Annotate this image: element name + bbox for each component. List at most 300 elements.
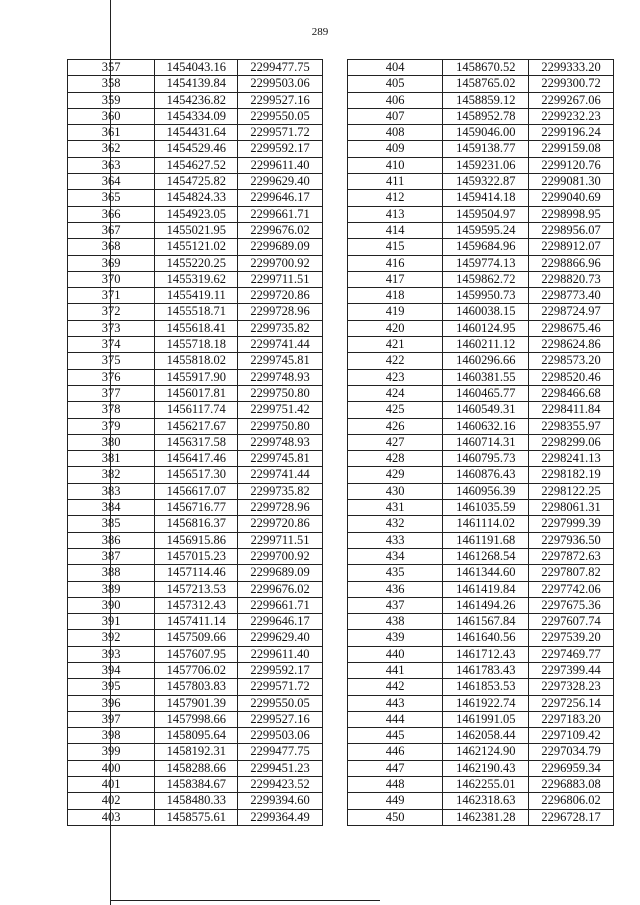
table-row	[68, 662, 323, 678]
table-row	[348, 255, 614, 271]
x-coordinate-cell: 1459862.72	[443, 271, 529, 287]
table-row	[68, 418, 323, 434]
table-row	[68, 646, 323, 662]
x-coordinate-cell: 1461640.56	[443, 630, 529, 646]
x-coordinate-cell: 1459414.18	[443, 190, 529, 206]
table-row	[68, 255, 323, 271]
point-number-cell: 392	[68, 630, 155, 646]
x-coordinate-cell: 1457114.46	[155, 565, 238, 581]
x-coordinate-cell: 1461783.43	[443, 662, 529, 678]
point-number-cell: 386	[68, 532, 155, 548]
y-coordinate-cell: 2297109.42	[529, 728, 614, 744]
y-coordinate-cell: 2299728.96	[238, 500, 323, 516]
y-coordinate-cell: 2299745.81	[238, 451, 323, 467]
point-number-cell: 438	[348, 614, 443, 630]
x-coordinate-cell: 1458384.67	[155, 777, 238, 793]
point-number-cell: 437	[348, 597, 443, 613]
point-number-cell: 405	[348, 76, 443, 92]
table-row	[68, 695, 323, 711]
y-coordinate-cell: 2299571.72	[238, 125, 323, 141]
table-row	[68, 744, 323, 760]
point-number-cell: 407	[348, 108, 443, 124]
x-coordinate-cell: 1460549.31	[443, 402, 529, 418]
y-coordinate-cell: 2299720.86	[238, 288, 323, 304]
table-row	[348, 695, 614, 711]
table-row	[68, 809, 323, 825]
table-row	[68, 483, 323, 499]
table-row	[348, 516, 614, 532]
y-coordinate-cell: 2298573.20	[529, 353, 614, 369]
point-number-cell: 363	[68, 157, 155, 173]
x-coordinate-cell: 1457607.95	[155, 646, 238, 662]
point-number-cell: 448	[348, 777, 443, 793]
x-coordinate-cell: 1454431.64	[155, 125, 238, 141]
table-row	[348, 614, 614, 630]
y-coordinate-cell: 2299364.49	[238, 809, 323, 825]
point-number-cell: 370	[68, 271, 155, 287]
y-coordinate-cell: 2299333.20	[529, 60, 614, 76]
table-row	[348, 646, 614, 662]
table-row	[68, 76, 323, 92]
table-row	[68, 385, 323, 401]
x-coordinate-cell: 1456816.37	[155, 516, 238, 532]
point-number-cell: 362	[68, 141, 155, 157]
point-number-cell: 378	[68, 402, 155, 418]
point-number-cell: 376	[68, 369, 155, 385]
point-number-cell: 389	[68, 581, 155, 597]
y-coordinate-cell: 2299661.71	[238, 206, 323, 222]
y-coordinate-cell: 2299741.44	[238, 467, 323, 483]
x-coordinate-cell: 1454043.16	[155, 60, 238, 76]
point-number-cell: 375	[68, 353, 155, 369]
point-number-cell: 445	[348, 728, 443, 744]
x-coordinate-cell: 1454627.52	[155, 157, 238, 173]
y-coordinate-cell: 2297183.20	[529, 711, 614, 727]
point-number-cell: 406	[348, 92, 443, 108]
table-row	[348, 434, 614, 450]
y-coordinate-cell: 2299748.93	[238, 434, 323, 450]
point-number-cell: 440	[348, 646, 443, 662]
y-coordinate-cell: 2299629.40	[238, 630, 323, 646]
table-row	[348, 500, 614, 516]
point-number-cell: 420	[348, 320, 443, 336]
x-coordinate-cell: 1454725.82	[155, 174, 238, 190]
table-row	[348, 597, 614, 613]
x-coordinate-cell: 1455618.41	[155, 320, 238, 336]
y-coordinate-cell: 2299592.17	[238, 141, 323, 157]
y-coordinate-cell: 2299196.24	[529, 125, 614, 141]
point-number-cell: 404	[348, 60, 443, 76]
y-coordinate-cell: 2299527.16	[238, 92, 323, 108]
y-coordinate-cell: 2299735.82	[238, 483, 323, 499]
table-row	[68, 777, 323, 793]
x-coordinate-cell: 1457803.83	[155, 679, 238, 695]
x-coordinate-cell: 1454139.84	[155, 76, 238, 92]
y-coordinate-cell: 2299394.60	[238, 793, 323, 809]
x-coordinate-cell: 1462190.43	[443, 760, 529, 776]
x-coordinate-cell: 1459504.97	[443, 206, 529, 222]
x-coordinate-cell: 1461991.05	[443, 711, 529, 727]
point-number-cell: 372	[68, 304, 155, 320]
table-row	[348, 760, 614, 776]
point-number-cell: 395	[68, 679, 155, 695]
y-coordinate-cell: 2298411.84	[529, 402, 614, 418]
x-coordinate-cell: 1458192.31	[155, 744, 238, 760]
coordinate-table-left	[67, 59, 323, 826]
point-number-cell: 387	[68, 548, 155, 564]
x-coordinate-cell: 1455121.02	[155, 239, 238, 255]
y-coordinate-cell: 2299676.02	[238, 581, 323, 597]
x-coordinate-cell: 1461922.74	[443, 695, 529, 711]
table-row	[348, 141, 614, 157]
point-number-cell: 435	[348, 565, 443, 581]
point-number-cell: 385	[68, 516, 155, 532]
table-row	[68, 157, 323, 173]
point-number-cell: 446	[348, 744, 443, 760]
x-coordinate-cell: 1461268.54	[443, 548, 529, 564]
x-coordinate-cell: 1461344.60	[443, 565, 529, 581]
point-number-cell: 423	[348, 369, 443, 385]
table-row	[68, 402, 323, 418]
table-row	[348, 679, 614, 695]
x-coordinate-cell: 1460795.73	[443, 451, 529, 467]
table-row	[348, 532, 614, 548]
x-coordinate-cell: 1460124.95	[443, 320, 529, 336]
point-number-cell: 424	[348, 385, 443, 401]
table-row	[68, 614, 323, 630]
coordinate-table-body	[68, 60, 323, 826]
y-coordinate-cell: 2297328.23	[529, 679, 614, 695]
x-coordinate-cell: 1458095.64	[155, 728, 238, 744]
x-coordinate-cell: 1462124.90	[443, 744, 529, 760]
point-number-cell: 394	[68, 662, 155, 678]
x-coordinate-cell: 1459046.00	[443, 125, 529, 141]
point-number-cell: 432	[348, 516, 443, 532]
y-coordinate-cell: 2299611.40	[238, 646, 323, 662]
x-coordinate-cell: 1455917.90	[155, 369, 238, 385]
point-number-cell: 369	[68, 255, 155, 271]
x-coordinate-cell: 1461567.84	[443, 614, 529, 630]
y-coordinate-cell: 2299728.96	[238, 304, 323, 320]
table-row	[68, 711, 323, 727]
y-coordinate-cell: 2299451.23	[238, 760, 323, 776]
x-coordinate-cell: 1460211.12	[443, 337, 529, 353]
table-row	[348, 353, 614, 369]
point-number-cell: 429	[348, 467, 443, 483]
table-row	[68, 597, 323, 613]
y-coordinate-cell: 2298355.97	[529, 418, 614, 434]
x-coordinate-cell: 1460714.31	[443, 434, 529, 450]
x-coordinate-cell: 1458288.66	[155, 760, 238, 776]
x-coordinate-cell: 1461712.43	[443, 646, 529, 662]
y-coordinate-cell: 2299527.16	[238, 711, 323, 727]
point-number-cell: 426	[348, 418, 443, 434]
point-number-cell: 364	[68, 174, 155, 190]
x-coordinate-cell: 1457901.39	[155, 695, 238, 711]
y-coordinate-cell: 2296728.17	[529, 809, 614, 825]
x-coordinate-cell: 1459231.06	[443, 157, 529, 173]
x-coordinate-cell: 1456117.74	[155, 402, 238, 418]
x-coordinate-cell: 1460632.16	[443, 418, 529, 434]
table-row	[348, 206, 614, 222]
y-coordinate-cell: 2298956.07	[529, 222, 614, 238]
x-coordinate-cell: 1461035.59	[443, 500, 529, 516]
y-coordinate-cell: 2299300.72	[529, 76, 614, 92]
x-coordinate-cell: 1456417.46	[155, 451, 238, 467]
table-row	[348, 777, 614, 793]
point-number-cell: 439	[348, 630, 443, 646]
y-coordinate-cell: 2299646.17	[238, 190, 323, 206]
table-row	[348, 728, 614, 744]
y-coordinate-cell: 2299700.92	[238, 255, 323, 271]
point-number-cell: 388	[68, 565, 155, 581]
table-row	[348, 157, 614, 173]
table-row	[68, 451, 323, 467]
y-coordinate-cell: 2299748.93	[238, 369, 323, 385]
table-row	[348, 662, 614, 678]
y-coordinate-cell: 2298675.46	[529, 320, 614, 336]
x-coordinate-cell: 1460296.66	[443, 353, 529, 369]
x-coordinate-cell: 1455419.11	[155, 288, 238, 304]
x-coordinate-cell: 1455220.25	[155, 255, 238, 271]
point-number-cell: 433	[348, 532, 443, 548]
point-number-cell: 449	[348, 793, 443, 809]
point-number-cell: 383	[68, 483, 155, 499]
y-coordinate-cell: 2299550.05	[238, 695, 323, 711]
x-coordinate-cell: 1462318.63	[443, 793, 529, 809]
point-number-cell: 408	[348, 125, 443, 141]
y-coordinate-cell: 2299661.71	[238, 597, 323, 613]
x-coordinate-cell: 1457015.23	[155, 548, 238, 564]
y-coordinate-cell: 2299750.80	[238, 418, 323, 434]
y-coordinate-cell: 2298820.73	[529, 271, 614, 287]
point-number-cell: 367	[68, 222, 155, 238]
y-coordinate-cell: 2297675.36	[529, 597, 614, 613]
y-coordinate-cell: 2299232.23	[529, 108, 614, 124]
table-row	[68, 728, 323, 744]
table-row	[348, 108, 614, 124]
table-row	[68, 500, 323, 516]
x-coordinate-cell: 1459684.96	[443, 239, 529, 255]
point-number-cell: 357	[68, 60, 155, 76]
point-number-cell: 393	[68, 646, 155, 662]
y-coordinate-cell: 2297256.14	[529, 695, 614, 711]
x-coordinate-cell: 1461853.53	[443, 679, 529, 695]
y-coordinate-cell: 2296959.34	[529, 760, 614, 776]
y-coordinate-cell: 2299745.81	[238, 353, 323, 369]
y-coordinate-cell: 2298866.96	[529, 255, 614, 271]
point-number-cell: 444	[348, 711, 443, 727]
y-coordinate-cell: 2297742.06	[529, 581, 614, 597]
y-coordinate-cell: 2299711.51	[238, 532, 323, 548]
x-coordinate-cell: 1455021.95	[155, 222, 238, 238]
table-row	[68, 516, 323, 532]
table-row	[348, 565, 614, 581]
y-coordinate-cell: 2298182.19	[529, 467, 614, 483]
y-coordinate-cell: 2299750.80	[238, 385, 323, 401]
x-coordinate-cell: 1456617.07	[155, 483, 238, 499]
point-number-cell: 402	[68, 793, 155, 809]
y-coordinate-cell: 2298466.68	[529, 385, 614, 401]
y-coordinate-cell: 2296806.02	[529, 793, 614, 809]
y-coordinate-cell: 2298724.97	[529, 304, 614, 320]
table-row	[68, 760, 323, 776]
point-number-cell: 390	[68, 597, 155, 613]
point-number-cell: 365	[68, 190, 155, 206]
x-coordinate-cell: 1461191.68	[443, 532, 529, 548]
y-coordinate-cell: 2299120.76	[529, 157, 614, 173]
point-number-cell: 428	[348, 451, 443, 467]
y-coordinate-cell: 2298773.40	[529, 288, 614, 304]
x-coordinate-cell: 1461419.84	[443, 581, 529, 597]
x-coordinate-cell: 1457213.53	[155, 581, 238, 597]
point-number-cell: 380	[68, 434, 155, 450]
table-row	[348, 320, 614, 336]
point-number-cell: 443	[348, 695, 443, 711]
point-number-cell: 418	[348, 288, 443, 304]
y-coordinate-cell: 2299477.75	[238, 60, 323, 76]
y-coordinate-cell: 2298520.46	[529, 369, 614, 385]
table-row	[68, 793, 323, 809]
table-row	[348, 337, 614, 353]
table-row	[68, 206, 323, 222]
x-coordinate-cell: 1456017.81	[155, 385, 238, 401]
y-coordinate-cell: 2298241.13	[529, 451, 614, 467]
table-row	[348, 92, 614, 108]
table-row	[68, 467, 323, 483]
y-coordinate-cell: 2299503.06	[238, 728, 323, 744]
table-row	[68, 271, 323, 287]
x-coordinate-cell: 1459774.13	[443, 255, 529, 271]
x-coordinate-cell: 1458765.02	[443, 76, 529, 92]
table-row	[348, 60, 614, 76]
point-number-cell: 410	[348, 157, 443, 173]
y-coordinate-cell: 2299550.05	[238, 108, 323, 124]
y-coordinate-cell: 2299689.09	[238, 565, 323, 581]
point-number-cell: 373	[68, 320, 155, 336]
point-number-cell: 416	[348, 255, 443, 271]
point-number-cell: 422	[348, 353, 443, 369]
point-number-cell: 411	[348, 174, 443, 190]
y-coordinate-cell: 2299159.08	[529, 141, 614, 157]
y-coordinate-cell: 2299503.06	[238, 76, 323, 92]
x-coordinate-cell: 1455319.62	[155, 271, 238, 287]
table-row	[348, 190, 614, 206]
point-number-cell: 397	[68, 711, 155, 727]
x-coordinate-cell: 1456217.67	[155, 418, 238, 434]
x-coordinate-cell: 1457411.14	[155, 614, 238, 630]
y-coordinate-cell: 2299646.17	[238, 614, 323, 630]
y-coordinate-cell: 2298299.06	[529, 434, 614, 450]
x-coordinate-cell: 1461114.02	[443, 516, 529, 532]
point-number-cell: 427	[348, 434, 443, 450]
y-coordinate-cell: 2299689.09	[238, 239, 323, 255]
table-row	[68, 679, 323, 695]
x-coordinate-cell: 1454824.33	[155, 190, 238, 206]
table-row	[348, 76, 614, 92]
point-number-cell: 421	[348, 337, 443, 353]
x-coordinate-cell: 1457706.02	[155, 662, 238, 678]
table-row	[68, 581, 323, 597]
y-coordinate-cell: 2299735.82	[238, 320, 323, 336]
x-coordinate-cell: 1460038.15	[443, 304, 529, 320]
y-coordinate-cell: 2299700.92	[238, 548, 323, 564]
table-row	[68, 532, 323, 548]
y-coordinate-cell: 2297872.63	[529, 548, 614, 564]
table-row	[348, 385, 614, 401]
point-number-cell: 425	[348, 402, 443, 418]
table-row	[348, 548, 614, 564]
point-number-cell: 381	[68, 451, 155, 467]
table-row	[348, 793, 614, 809]
point-number-cell: 360	[68, 108, 155, 124]
x-coordinate-cell: 1455818.02	[155, 353, 238, 369]
table-row	[348, 369, 614, 385]
x-coordinate-cell: 1462058.44	[443, 728, 529, 744]
x-coordinate-cell: 1460956.39	[443, 483, 529, 499]
table-row	[348, 711, 614, 727]
table-row	[348, 288, 614, 304]
y-coordinate-cell: 2299751.42	[238, 402, 323, 418]
y-coordinate-cell: 2298912.07	[529, 239, 614, 255]
table-row	[68, 108, 323, 124]
x-coordinate-cell: 1458480.33	[155, 793, 238, 809]
y-coordinate-cell: 2299267.06	[529, 92, 614, 108]
table-row	[348, 174, 614, 190]
x-coordinate-cell: 1456517.30	[155, 467, 238, 483]
y-coordinate-cell: 2299611.40	[238, 157, 323, 173]
x-coordinate-cell: 1458952.78	[443, 108, 529, 124]
point-number-cell: 379	[68, 418, 155, 434]
point-number-cell: 359	[68, 92, 155, 108]
point-number-cell: 430	[348, 483, 443, 499]
coordinate-table-body	[348, 60, 614, 826]
point-number-cell: 396	[68, 695, 155, 711]
table-row	[348, 222, 614, 238]
y-coordinate-cell: 2298122.25	[529, 483, 614, 499]
table-row	[68, 190, 323, 206]
point-number-cell: 419	[348, 304, 443, 320]
y-coordinate-cell: 2298061.31	[529, 500, 614, 516]
point-number-cell: 361	[68, 125, 155, 141]
table-row	[68, 630, 323, 646]
x-coordinate-cell: 1458575.61	[155, 809, 238, 825]
table-row	[68, 288, 323, 304]
y-coordinate-cell: 2299040.69	[529, 190, 614, 206]
page-number: 289	[311, 26, 329, 38]
point-number-cell: 377	[68, 385, 155, 401]
table-row	[348, 125, 614, 141]
table-row	[68, 141, 323, 157]
table-row	[68, 174, 323, 190]
y-coordinate-cell: 2297999.39	[529, 516, 614, 532]
point-number-cell: 409	[348, 141, 443, 157]
y-coordinate-cell: 2297539.20	[529, 630, 614, 646]
point-number-cell: 441	[348, 662, 443, 678]
table-row	[68, 434, 323, 450]
bottom-rule	[110, 900, 380, 901]
x-coordinate-cell: 1458859.12	[443, 92, 529, 108]
y-coordinate-cell: 2299081.30	[529, 174, 614, 190]
point-number-cell: 415	[348, 239, 443, 255]
table-row	[348, 304, 614, 320]
x-coordinate-cell: 1454529.46	[155, 141, 238, 157]
table-row	[68, 565, 323, 581]
y-coordinate-cell: 2297469.77	[529, 646, 614, 662]
table-row	[68, 304, 323, 320]
x-coordinate-cell: 1455518.71	[155, 304, 238, 320]
table-row	[348, 809, 614, 825]
